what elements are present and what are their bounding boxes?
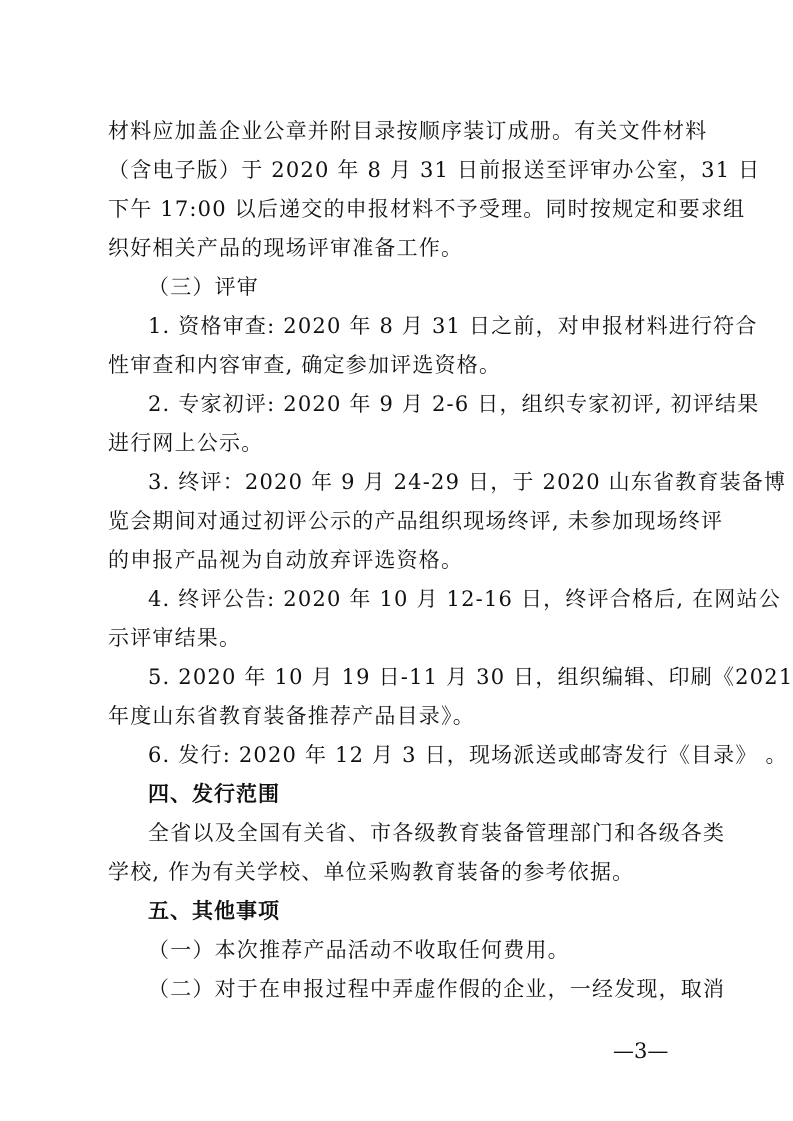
paragraph-line: 织好相关产品的现场评审准备工作。: [108, 236, 464, 260]
list-item-continuation: 性审查和内容审查, 确定参加评选资格。: [108, 353, 502, 377]
list-item: 4. 终评公告: 2020 年 10 月 12-16 日，终评合格后, 在网站公: [148, 587, 781, 611]
section-heading: 五、其他事项: [148, 899, 280, 923]
section-heading: 四、发行范围: [148, 782, 280, 806]
list-item: 3. 终评：2020 年 9 月 24-29 日，于 2020 山东省教育装备博: [148, 470, 787, 494]
list-item: 2. 专家初评: 2020 年 9 月 2-6 日，组织专家初评, 初评结果: [148, 392, 760, 416]
paragraph-line: 下午 17:00 以后递交的申报材料不予受理。同时按规定和要求组: [108, 197, 746, 221]
list-item-continuation: 进行网上公示。: [108, 431, 264, 455]
paragraph-line: （含电子版）于 2020 年 8 月 31 日前报送至评审办公室，31 日: [108, 158, 761, 182]
subsection-title: （三）评审: [148, 275, 259, 299]
list-item: （二）对于在申报过程中弄虚作假的企业，一经发现，取消: [148, 977, 726, 1001]
list-item: 1. 资格审查: 2020 年 8 月 31 日之前，对申报材料进行符合: [148, 314, 758, 338]
paragraph-line: 全省以及全国有关省、市各级教育装备管理部门和各级各类: [148, 821, 726, 845]
list-item-continuation: 的申报产品视为自动放弃评选资格。: [108, 548, 464, 572]
list-item: 5. 2020 年 10 月 19 日-11 月 30 日，组织编辑、印刷《2021: [148, 665, 793, 689]
list-item-continuation: 示评审结果。: [108, 626, 242, 650]
paragraph-line: 材料应加盖企业公章并附目录按顺序装订成册。有关文件材料: [108, 119, 708, 143]
list-item: 6. 发行: 2020 年 12 月 3 日，现场派送或邮寄发行《目录》 。: [148, 743, 788, 767]
paragraph-line: 学校, 作为有关学校、单位采购教育装备的参考依据。: [108, 860, 635, 884]
list-item-continuation: 年度山东省教育装备推荐产品目录》。: [108, 704, 475, 728]
page-number: —3—: [613, 1039, 669, 1063]
list-item-continuation: 览会期间对通过初评公示的产品组织现场终评, 未参加现场终评: [108, 509, 724, 533]
list-item: （一）本次推荐产品活动不收取任何费用。: [148, 938, 570, 962]
